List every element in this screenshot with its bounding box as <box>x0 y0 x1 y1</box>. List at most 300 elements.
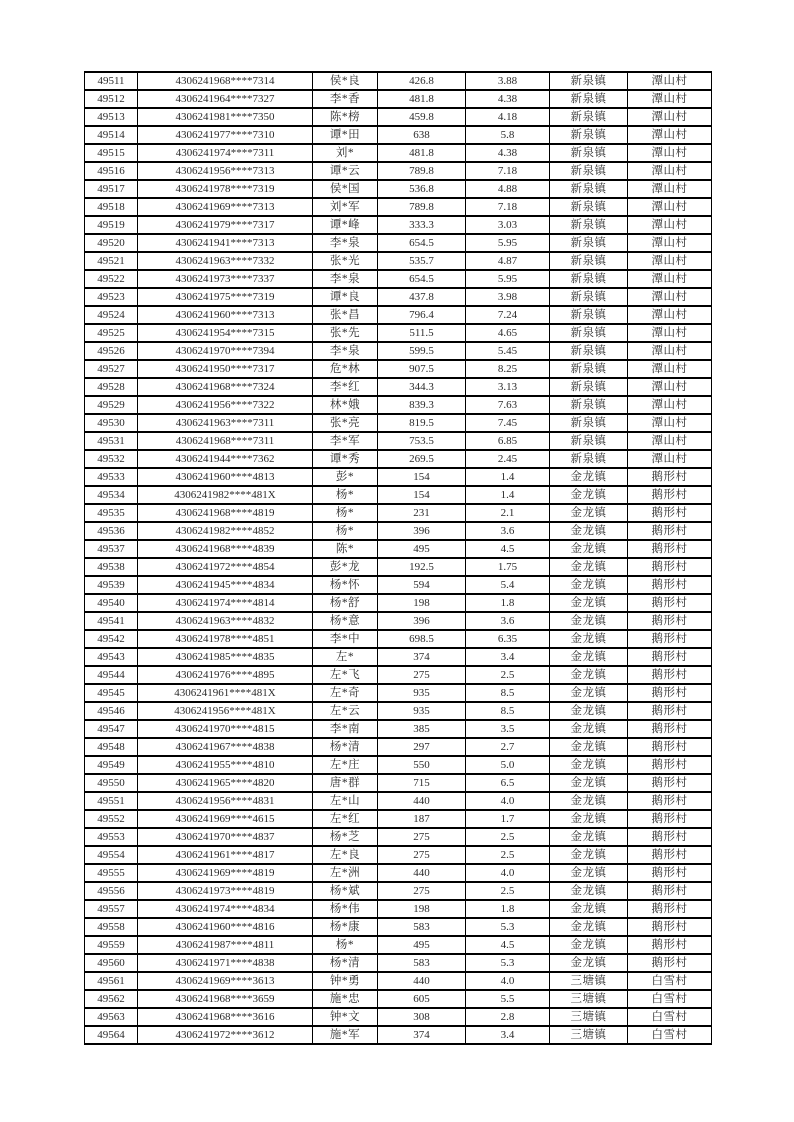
cell-id-number: 4306241975****7319 <box>138 288 313 306</box>
cell-area: 4.87 <box>466 252 550 270</box>
cell-area: 2.1 <box>466 504 550 522</box>
cell-area: 3.6 <box>466 612 550 630</box>
cell-id-number: 4306241973****7337 <box>138 270 313 288</box>
cell-town: 金龙镇 <box>550 918 628 936</box>
table-row <box>85 576 712 594</box>
cell-village: 鹅形村 <box>628 846 712 864</box>
cell-amount: 583 <box>378 918 466 936</box>
cell-name: 陈*榜 <box>313 108 378 126</box>
cell-area: 1.75 <box>466 558 550 576</box>
cell-village: 鹅形村 <box>628 504 712 522</box>
table-row <box>85 1026 712 1044</box>
cell-village: 潭山村 <box>628 72 712 90</box>
table-row <box>85 936 712 954</box>
cell-name: 陈* <box>313 540 378 558</box>
cell-amount: 374 <box>378 1026 466 1044</box>
table-row <box>85 792 712 810</box>
cell-id-number: 4306241982****481X <box>138 486 313 504</box>
cell-village: 潭山村 <box>628 90 712 108</box>
cell-name: 左*奇 <box>313 684 378 702</box>
cell-town: 金龙镇 <box>550 810 628 828</box>
cell-town: 三塘镇 <box>550 1026 628 1044</box>
cell-id-number: 4306241954****7315 <box>138 324 313 342</box>
table-row <box>85 378 712 396</box>
cell-town: 三塘镇 <box>550 1008 628 1026</box>
cell-town: 新泉镇 <box>550 414 628 432</box>
cell-serial-number: 49539 <box>85 576 138 594</box>
cell-area: 4.5 <box>466 936 550 954</box>
cell-amount: 599.5 <box>378 342 466 360</box>
cell-serial-number: 49552 <box>85 810 138 828</box>
cell-amount: 192.5 <box>378 558 466 576</box>
cell-id-number: 4306241982****4852 <box>138 522 313 540</box>
cell-serial-number: 49531 <box>85 432 138 450</box>
cell-serial-number: 49546 <box>85 702 138 720</box>
cell-id-number: 4306241961****4817 <box>138 846 313 864</box>
cell-id-number: 4306241968****3659 <box>138 990 313 1008</box>
cell-village: 潭山村 <box>628 306 712 324</box>
cell-name: 彭*龙 <box>313 558 378 576</box>
table-row <box>85 918 712 936</box>
cell-amount: 819.5 <box>378 414 466 432</box>
cell-name: 杨*康 <box>313 918 378 936</box>
cell-area: 7.24 <box>466 306 550 324</box>
cell-area: 5.5 <box>466 990 550 1008</box>
table-row <box>85 594 712 612</box>
cell-serial-number: 49526 <box>85 342 138 360</box>
cell-name: 杨* <box>313 504 378 522</box>
table-row <box>85 288 712 306</box>
cell-amount: 935 <box>378 684 466 702</box>
cell-id-number: 4306241974****4814 <box>138 594 313 612</box>
cell-name: 左*山 <box>313 792 378 810</box>
cell-amount: 308 <box>378 1008 466 1026</box>
cell-serial-number: 49543 <box>85 648 138 666</box>
cell-village: 潭山村 <box>628 414 712 432</box>
cell-amount: 753.5 <box>378 432 466 450</box>
cell-id-number: 4306241968****4819 <box>138 504 313 522</box>
cell-serial-number: 49550 <box>85 774 138 792</box>
cell-name: 危*林 <box>313 360 378 378</box>
cell-serial-number: 49557 <box>85 900 138 918</box>
cell-serial-number: 49549 <box>85 756 138 774</box>
table-row <box>85 198 712 216</box>
cell-serial-number: 49554 <box>85 846 138 864</box>
cell-id-number: 4306241969****4615 <box>138 810 313 828</box>
cell-amount: 594 <box>378 576 466 594</box>
cell-area: 3.03 <box>466 216 550 234</box>
cell-town: 金龙镇 <box>550 486 628 504</box>
cell-id-number: 4306241955****4810 <box>138 756 313 774</box>
cell-name: 杨* <box>313 522 378 540</box>
cell-village: 潭山村 <box>628 378 712 396</box>
cell-area: 1.4 <box>466 486 550 504</box>
cell-village: 鹅形村 <box>628 810 712 828</box>
cell-area: 5.8 <box>466 126 550 144</box>
cell-id-number: 4306241967****4838 <box>138 738 313 756</box>
cell-amount: 275 <box>378 828 466 846</box>
cell-amount: 187 <box>378 810 466 828</box>
cell-amount: 269.5 <box>378 450 466 468</box>
cell-serial-number: 49537 <box>85 540 138 558</box>
cell-id-number: 4306241963****4832 <box>138 612 313 630</box>
cell-area: 3.5 <box>466 720 550 738</box>
table-row <box>85 108 712 126</box>
cell-amount: 396 <box>378 522 466 540</box>
cell-serial-number: 49536 <box>85 522 138 540</box>
cell-serial-number: 49521 <box>85 252 138 270</box>
cell-town: 金龙镇 <box>550 900 628 918</box>
cell-amount: 275 <box>378 882 466 900</box>
cell-town: 金龙镇 <box>550 954 628 972</box>
cell-id-number: 4306241956****481X <box>138 702 313 720</box>
cell-amount: 583 <box>378 954 466 972</box>
cell-serial-number: 49524 <box>85 306 138 324</box>
cell-area: 1.4 <box>466 468 550 486</box>
table-row <box>85 630 712 648</box>
cell-name: 左* <box>313 648 378 666</box>
cell-name: 林*娥 <box>313 396 378 414</box>
cell-serial-number: 49532 <box>85 450 138 468</box>
cell-town: 新泉镇 <box>550 360 628 378</box>
cell-town: 金龙镇 <box>550 630 628 648</box>
cell-town: 金龙镇 <box>550 612 628 630</box>
cell-id-number: 4306241956****4831 <box>138 792 313 810</box>
cell-name: 杨* <box>313 936 378 954</box>
cell-village: 潭山村 <box>628 162 712 180</box>
cell-amount: 154 <box>378 468 466 486</box>
cell-town: 新泉镇 <box>550 324 628 342</box>
cell-id-number: 4306241973****4819 <box>138 882 313 900</box>
table-row <box>85 828 712 846</box>
cell-area: 2.5 <box>466 882 550 900</box>
cell-serial-number: 49548 <box>85 738 138 756</box>
cell-area: 8.5 <box>466 684 550 702</box>
table-row <box>85 270 712 288</box>
cell-serial-number: 49551 <box>85 792 138 810</box>
cell-serial-number: 49559 <box>85 936 138 954</box>
cell-village: 鹅形村 <box>628 774 712 792</box>
cell-area: 3.6 <box>466 522 550 540</box>
table-row <box>85 396 712 414</box>
cell-town: 新泉镇 <box>550 288 628 306</box>
roster-table-body <box>85 72 712 1044</box>
table-row <box>85 162 712 180</box>
cell-amount: 907.5 <box>378 360 466 378</box>
cell-name: 左*良 <box>313 846 378 864</box>
cell-area: 8.5 <box>466 702 550 720</box>
cell-village: 鹅形村 <box>628 702 712 720</box>
cell-town: 新泉镇 <box>550 396 628 414</box>
cell-area: 1.7 <box>466 810 550 828</box>
table-row <box>85 522 712 540</box>
cell-id-number: 4306241960****7313 <box>138 306 313 324</box>
cell-name: 谭*秀 <box>313 450 378 468</box>
cell-id-number: 4306241971****4838 <box>138 954 313 972</box>
table-row <box>85 126 712 144</box>
cell-id-number: 4306241964****7327 <box>138 90 313 108</box>
cell-name: 钟*勇 <box>313 972 378 990</box>
cell-name: 刘* <box>313 144 378 162</box>
cell-town: 新泉镇 <box>550 126 628 144</box>
cell-name: 彭* <box>313 468 378 486</box>
cell-town: 三塘镇 <box>550 990 628 1008</box>
cell-village: 鹅形村 <box>628 576 712 594</box>
cell-village: 潭山村 <box>628 396 712 414</box>
cell-village: 鹅形村 <box>628 468 712 486</box>
cell-area: 1.8 <box>466 900 550 918</box>
cell-area: 5.3 <box>466 918 550 936</box>
cell-village: 潭山村 <box>628 360 712 378</box>
cell-id-number: 4306241970****4815 <box>138 720 313 738</box>
cell-name: 左*洲 <box>313 864 378 882</box>
cell-serial-number: 49525 <box>85 324 138 342</box>
cell-town: 新泉镇 <box>550 306 628 324</box>
cell-area: 3.4 <box>466 1026 550 1044</box>
cell-id-number: 4306241972****3612 <box>138 1026 313 1044</box>
cell-village: 潭山村 <box>628 342 712 360</box>
table-row <box>85 900 712 918</box>
cell-amount: 638 <box>378 126 466 144</box>
cell-serial-number: 49542 <box>85 630 138 648</box>
table-row <box>85 846 712 864</box>
table-row <box>85 234 712 252</box>
cell-serial-number: 49516 <box>85 162 138 180</box>
cell-area: 2.8 <box>466 1008 550 1026</box>
cell-id-number: 4306241978****7319 <box>138 180 313 198</box>
cell-serial-number: 49555 <box>85 864 138 882</box>
cell-serial-number: 49564 <box>85 1026 138 1044</box>
cell-id-number: 4306241969****4819 <box>138 864 313 882</box>
cell-town: 新泉镇 <box>550 180 628 198</box>
table-row <box>85 612 712 630</box>
cell-name: 刘*军 <box>313 198 378 216</box>
cell-serial-number: 49533 <box>85 468 138 486</box>
cell-town: 金龙镇 <box>550 936 628 954</box>
cell-name: 钟*文 <box>313 1008 378 1026</box>
cell-name: 杨*清 <box>313 738 378 756</box>
cell-village: 鹅形村 <box>628 936 712 954</box>
table-row <box>85 558 712 576</box>
cell-id-number: 4306241968****4839 <box>138 540 313 558</box>
table-row <box>85 882 712 900</box>
cell-serial-number: 49529 <box>85 396 138 414</box>
table-row <box>85 432 712 450</box>
cell-serial-number: 49560 <box>85 954 138 972</box>
cell-serial-number: 49520 <box>85 234 138 252</box>
cell-name: 张*先 <box>313 324 378 342</box>
cell-village: 潭山村 <box>628 450 712 468</box>
cell-amount: 396 <box>378 612 466 630</box>
cell-amount: 344.3 <box>378 378 466 396</box>
cell-id-number: 4306241977****7310 <box>138 126 313 144</box>
table-row <box>85 450 712 468</box>
cell-serial-number: 49519 <box>85 216 138 234</box>
cell-area: 2.5 <box>466 828 550 846</box>
cell-amount: 198 <box>378 594 466 612</box>
cell-area: 8.25 <box>466 360 550 378</box>
cell-id-number: 4306241987****4811 <box>138 936 313 954</box>
table-row <box>85 810 712 828</box>
cell-area: 5.0 <box>466 756 550 774</box>
cell-town: 新泉镇 <box>550 432 628 450</box>
cell-village: 鹅形村 <box>628 738 712 756</box>
cell-name: 杨*怀 <box>313 576 378 594</box>
cell-amount: 231 <box>378 504 466 522</box>
cell-name: 左*庄 <box>313 756 378 774</box>
cell-village: 鹅形村 <box>628 756 712 774</box>
cell-amount: 275 <box>378 846 466 864</box>
cell-amount: 297 <box>378 738 466 756</box>
cell-village: 鹅形村 <box>628 630 712 648</box>
cell-amount: 789.8 <box>378 162 466 180</box>
table-row <box>85 306 712 324</box>
cell-town: 金龙镇 <box>550 504 628 522</box>
cell-village: 白雪村 <box>628 972 712 990</box>
cell-town: 金龙镇 <box>550 720 628 738</box>
table-row <box>85 414 712 432</box>
cell-town: 金龙镇 <box>550 576 628 594</box>
table-row <box>85 360 712 378</box>
cell-amount: 154 <box>378 486 466 504</box>
cell-serial-number: 49515 <box>85 144 138 162</box>
cell-village: 潭山村 <box>628 288 712 306</box>
cell-town: 新泉镇 <box>550 234 628 252</box>
cell-village: 鹅形村 <box>628 594 712 612</box>
cell-amount: 440 <box>378 792 466 810</box>
cell-town: 新泉镇 <box>550 144 628 162</box>
cell-id-number: 4306241950****7317 <box>138 360 313 378</box>
cell-name: 杨*伟 <box>313 900 378 918</box>
cell-amount: 536.8 <box>378 180 466 198</box>
table-row <box>85 144 712 162</box>
cell-id-number: 4306241979****7317 <box>138 216 313 234</box>
cell-town: 新泉镇 <box>550 378 628 396</box>
cell-village: 潭山村 <box>628 252 712 270</box>
table-row <box>85 648 712 666</box>
cell-town: 新泉镇 <box>550 450 628 468</box>
table-row <box>85 774 712 792</box>
cell-amount: 535.7 <box>378 252 466 270</box>
cell-name: 杨*意 <box>313 612 378 630</box>
cell-village: 鹅形村 <box>628 666 712 684</box>
cell-town: 新泉镇 <box>550 252 628 270</box>
cell-id-number: 4306241981****7350 <box>138 108 313 126</box>
cell-id-number: 4306241968****7324 <box>138 378 313 396</box>
cell-area: 4.18 <box>466 108 550 126</box>
cell-area: 5.3 <box>466 954 550 972</box>
cell-serial-number: 49535 <box>85 504 138 522</box>
cell-name: 李*军 <box>313 432 378 450</box>
cell-town: 金龙镇 <box>550 756 628 774</box>
cell-name: 李*泉 <box>313 234 378 252</box>
cell-serial-number: 49528 <box>85 378 138 396</box>
cell-id-number: 4306241961****481X <box>138 684 313 702</box>
cell-area: 5.95 <box>466 270 550 288</box>
cell-village: 鹅形村 <box>628 792 712 810</box>
cell-area: 4.38 <box>466 144 550 162</box>
cell-serial-number: 49561 <box>85 972 138 990</box>
cell-name: 李*红 <box>313 378 378 396</box>
cell-town: 金龙镇 <box>550 702 628 720</box>
cell-amount: 511.5 <box>378 324 466 342</box>
cell-amount: 698.5 <box>378 630 466 648</box>
table-row <box>85 252 712 270</box>
cell-area: 6.85 <box>466 432 550 450</box>
cell-id-number: 4306241968****3616 <box>138 1008 313 1026</box>
cell-town: 金龙镇 <box>550 846 628 864</box>
cell-serial-number: 49556 <box>85 882 138 900</box>
cell-town: 新泉镇 <box>550 270 628 288</box>
table-row <box>85 864 712 882</box>
cell-name: 杨*斌 <box>313 882 378 900</box>
cell-town: 金龙镇 <box>550 864 628 882</box>
cell-village: 潭山村 <box>628 324 712 342</box>
cell-serial-number: 49517 <box>85 180 138 198</box>
cell-id-number: 4306241968****7314 <box>138 72 313 90</box>
table-row <box>85 342 712 360</box>
cell-amount: 440 <box>378 864 466 882</box>
cell-id-number: 4306241965****4820 <box>138 774 313 792</box>
cell-village: 鹅形村 <box>628 540 712 558</box>
cell-town: 新泉镇 <box>550 72 628 90</box>
cell-serial-number: 49538 <box>85 558 138 576</box>
cell-name: 谭*良 <box>313 288 378 306</box>
cell-amount: 198 <box>378 900 466 918</box>
cell-village: 白雪村 <box>628 1026 712 1044</box>
subsidy-roster-table <box>84 71 712 1045</box>
cell-name: 杨* <box>313 486 378 504</box>
cell-town: 金龙镇 <box>550 522 628 540</box>
cell-id-number: 4306241945****4834 <box>138 576 313 594</box>
cell-name: 左*红 <box>313 810 378 828</box>
table-row <box>85 486 712 504</box>
cell-town: 金龙镇 <box>550 594 628 612</box>
cell-amount: 935 <box>378 702 466 720</box>
cell-serial-number: 49512 <box>85 90 138 108</box>
cell-area: 5.4 <box>466 576 550 594</box>
cell-area: 4.65 <box>466 324 550 342</box>
cell-id-number: 4306241978****4851 <box>138 630 313 648</box>
cell-area: 4.0 <box>466 864 550 882</box>
cell-village: 潭山村 <box>628 198 712 216</box>
cell-amount: 481.8 <box>378 90 466 108</box>
cell-name: 杨*清 <box>313 954 378 972</box>
cell-town: 新泉镇 <box>550 162 628 180</box>
cell-area: 6.5 <box>466 774 550 792</box>
table-row <box>85 90 712 108</box>
cell-serial-number: 49530 <box>85 414 138 432</box>
table-row <box>85 972 712 990</box>
cell-id-number: 4306241963****7332 <box>138 252 313 270</box>
cell-amount: 481.8 <box>378 144 466 162</box>
cell-area: 7.18 <box>466 198 550 216</box>
cell-name: 唐*群 <box>313 774 378 792</box>
cell-id-number: 4306241969****7313 <box>138 198 313 216</box>
cell-town: 金龙镇 <box>550 828 628 846</box>
cell-town: 三塘镇 <box>550 972 628 990</box>
cell-village: 潭山村 <box>628 126 712 144</box>
cell-name: 谭*云 <box>313 162 378 180</box>
cell-village: 鹅形村 <box>628 558 712 576</box>
cell-village: 鹅形村 <box>628 864 712 882</box>
cell-town: 金龙镇 <box>550 666 628 684</box>
cell-area: 1.8 <box>466 594 550 612</box>
cell-village: 鹅形村 <box>628 882 712 900</box>
cell-amount: 426.8 <box>378 72 466 90</box>
cell-area: 4.88 <box>466 180 550 198</box>
cell-area: 2.45 <box>466 450 550 468</box>
